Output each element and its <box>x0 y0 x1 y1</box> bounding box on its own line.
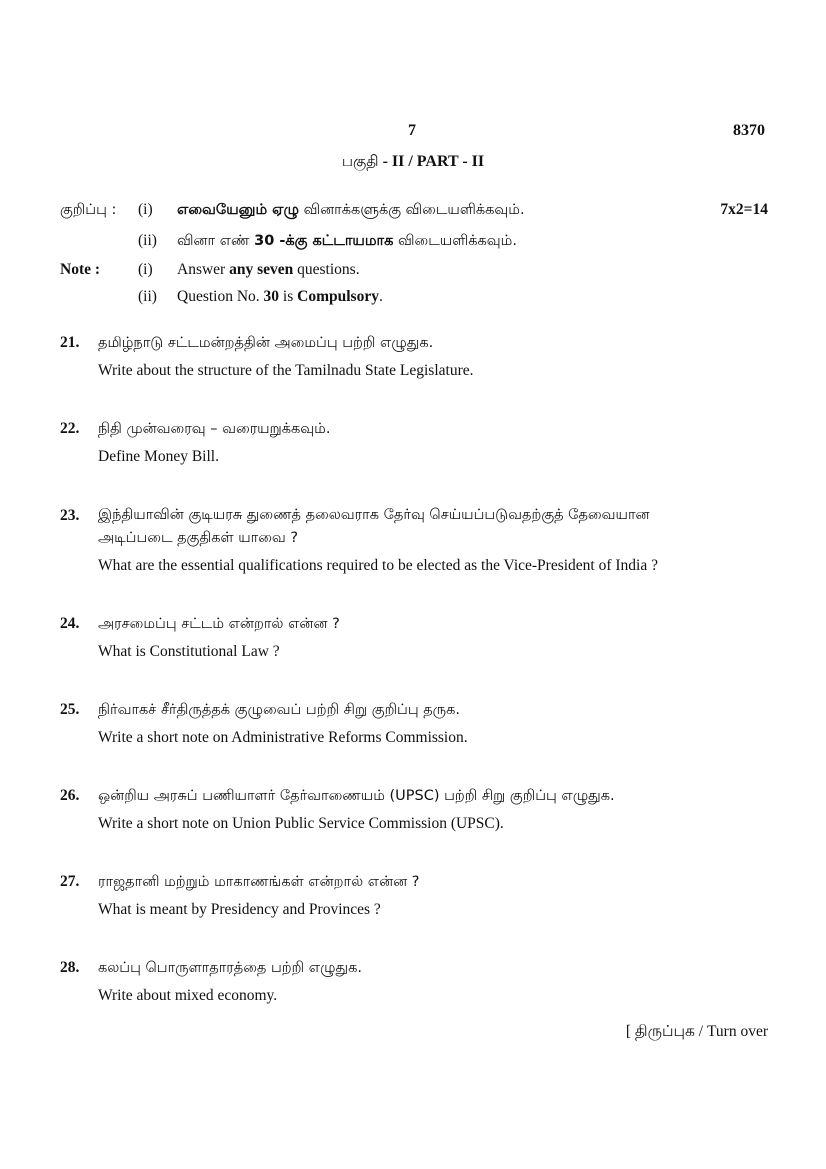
note-label-tamil: குறிப்பு : <box>60 202 117 218</box>
question-number: 22. <box>60 420 80 437</box>
turn-over-note: [ திருப்புக / Turn over <box>625 1023 768 1040</box>
note-ta-2-rest: விடையளிக்கவும். <box>393 233 517 249</box>
question-text-tamil: நிதி முன்வரைவு – வரையறுக்கவும். <box>98 421 331 437</box>
note-ta-2-text <box>177 233 517 251</box>
question-number: 23. <box>60 507 80 524</box>
page-number: 7 <box>408 122 416 139</box>
part-title-english: - II / PART - II <box>378 153 485 170</box>
question-text-tamil: ராஜதானி மற்றும் மாகாணங்கள் என்றால் என்ன ? <box>98 874 420 890</box>
part-title-tamil: பகுதி <box>341 152 379 170</box>
question-number: 28. <box>60 959 80 976</box>
note-ta-1-rest: வினாக்களுக்கு விடையளிக்கவும். <box>298 202 525 218</box>
note-ta-2-pre: வினா எண் <box>177 233 255 249</box>
question-number: 25. <box>60 701 80 718</box>
note-en-2-mid: is <box>279 288 298 305</box>
note-en-1-rest: questions. <box>293 261 360 278</box>
question-text-tamil: இந்தியாவின் குடியரசு துணைத் தலைவராக தேர்வு செய்யப்படுவதற்குத் தேவையான <box>98 507 650 523</box>
question-text-english: Define Money Bill. <box>98 448 219 465</box>
question-text-english: What is meant by Presidency and Provinces ? <box>98 901 381 918</box>
note-ta-1-text <box>177 202 525 220</box>
question-text-english: Write a short note on Union Public Service Commission (UPSC). <box>98 815 504 832</box>
question-text-english: What are the essential qualifications required to be elected as the Vice-President of India ? <box>98 557 658 574</box>
question-text-tamil: அடிப்படை தகுதிகள் யாவை ? <box>98 530 299 546</box>
question-number: 27. <box>60 873 80 890</box>
question-text-english: Write about the structure of the Tamilnadu State Legislature. <box>98 362 474 379</box>
question-number: 24. <box>60 615 80 632</box>
note-ta-2-num: (ii) <box>138 232 157 249</box>
question-text-tamil: கலப்பு பொருளாதாரத்தை பற்றி எழுதுக. <box>98 960 362 976</box>
question-text-tamil: அரசமைப்பு சட்டம் என்றால் என்ன ? <box>98 616 340 632</box>
paper-code: 8370 <box>733 122 765 139</box>
question-text-tamil: நிர்வாகச் சீர்திருத்தக் குழுவைப் பற்றி சிறு குறிப்பு தருக. <box>98 702 460 718</box>
part-title <box>0 152 826 172</box>
note-en-2-bold: 30 <box>263 288 280 305</box>
marks-allocation: 7x2=14 <box>720 201 768 218</box>
note-ta-1-num: (i) <box>138 201 153 218</box>
question-text-english: Write a short note on Administrative Reforms Commission. <box>98 729 468 746</box>
note-en-2-text <box>177 288 383 306</box>
note-en-1-num: (i) <box>138 261 153 278</box>
note-en-2-rest: . <box>378 288 383 305</box>
note-ta-1-bold: எவையேனும் ஏழு <box>177 202 299 218</box>
question-text-english: What is Constitutional Law ? <box>98 643 280 660</box>
note-en-1-bold: any seven <box>229 261 294 278</box>
question-number: 26. <box>60 787 80 804</box>
note-en-2-bold2: Compulsory <box>297 288 379 305</box>
note-label-english: Note : <box>60 261 101 278</box>
note-en-2-pre: Question No. <box>177 288 264 305</box>
question-text-tamil: தமிழ்நாடு சட்டமன்றத்தின் அமைப்பு பற்றி எழுதுக. <box>98 335 434 351</box>
note-en-1-text <box>177 261 360 279</box>
question-text-english: Write about mixed economy. <box>98 987 278 1004</box>
note-en-1-pre: Answer <box>177 261 230 278</box>
question-number: 21. <box>60 334 80 351</box>
question-text-tamil: ஒன்றிய அரசுப் பணியாளர் தேர்வாணையம் (UPSC) பற்றி சிறு குறிப்பு எழுதுக. <box>98 788 615 804</box>
note-en-2-num: (ii) <box>138 288 157 305</box>
note-ta-2-bold: 30 -க்கு கட்டாயமாக <box>254 233 394 249</box>
